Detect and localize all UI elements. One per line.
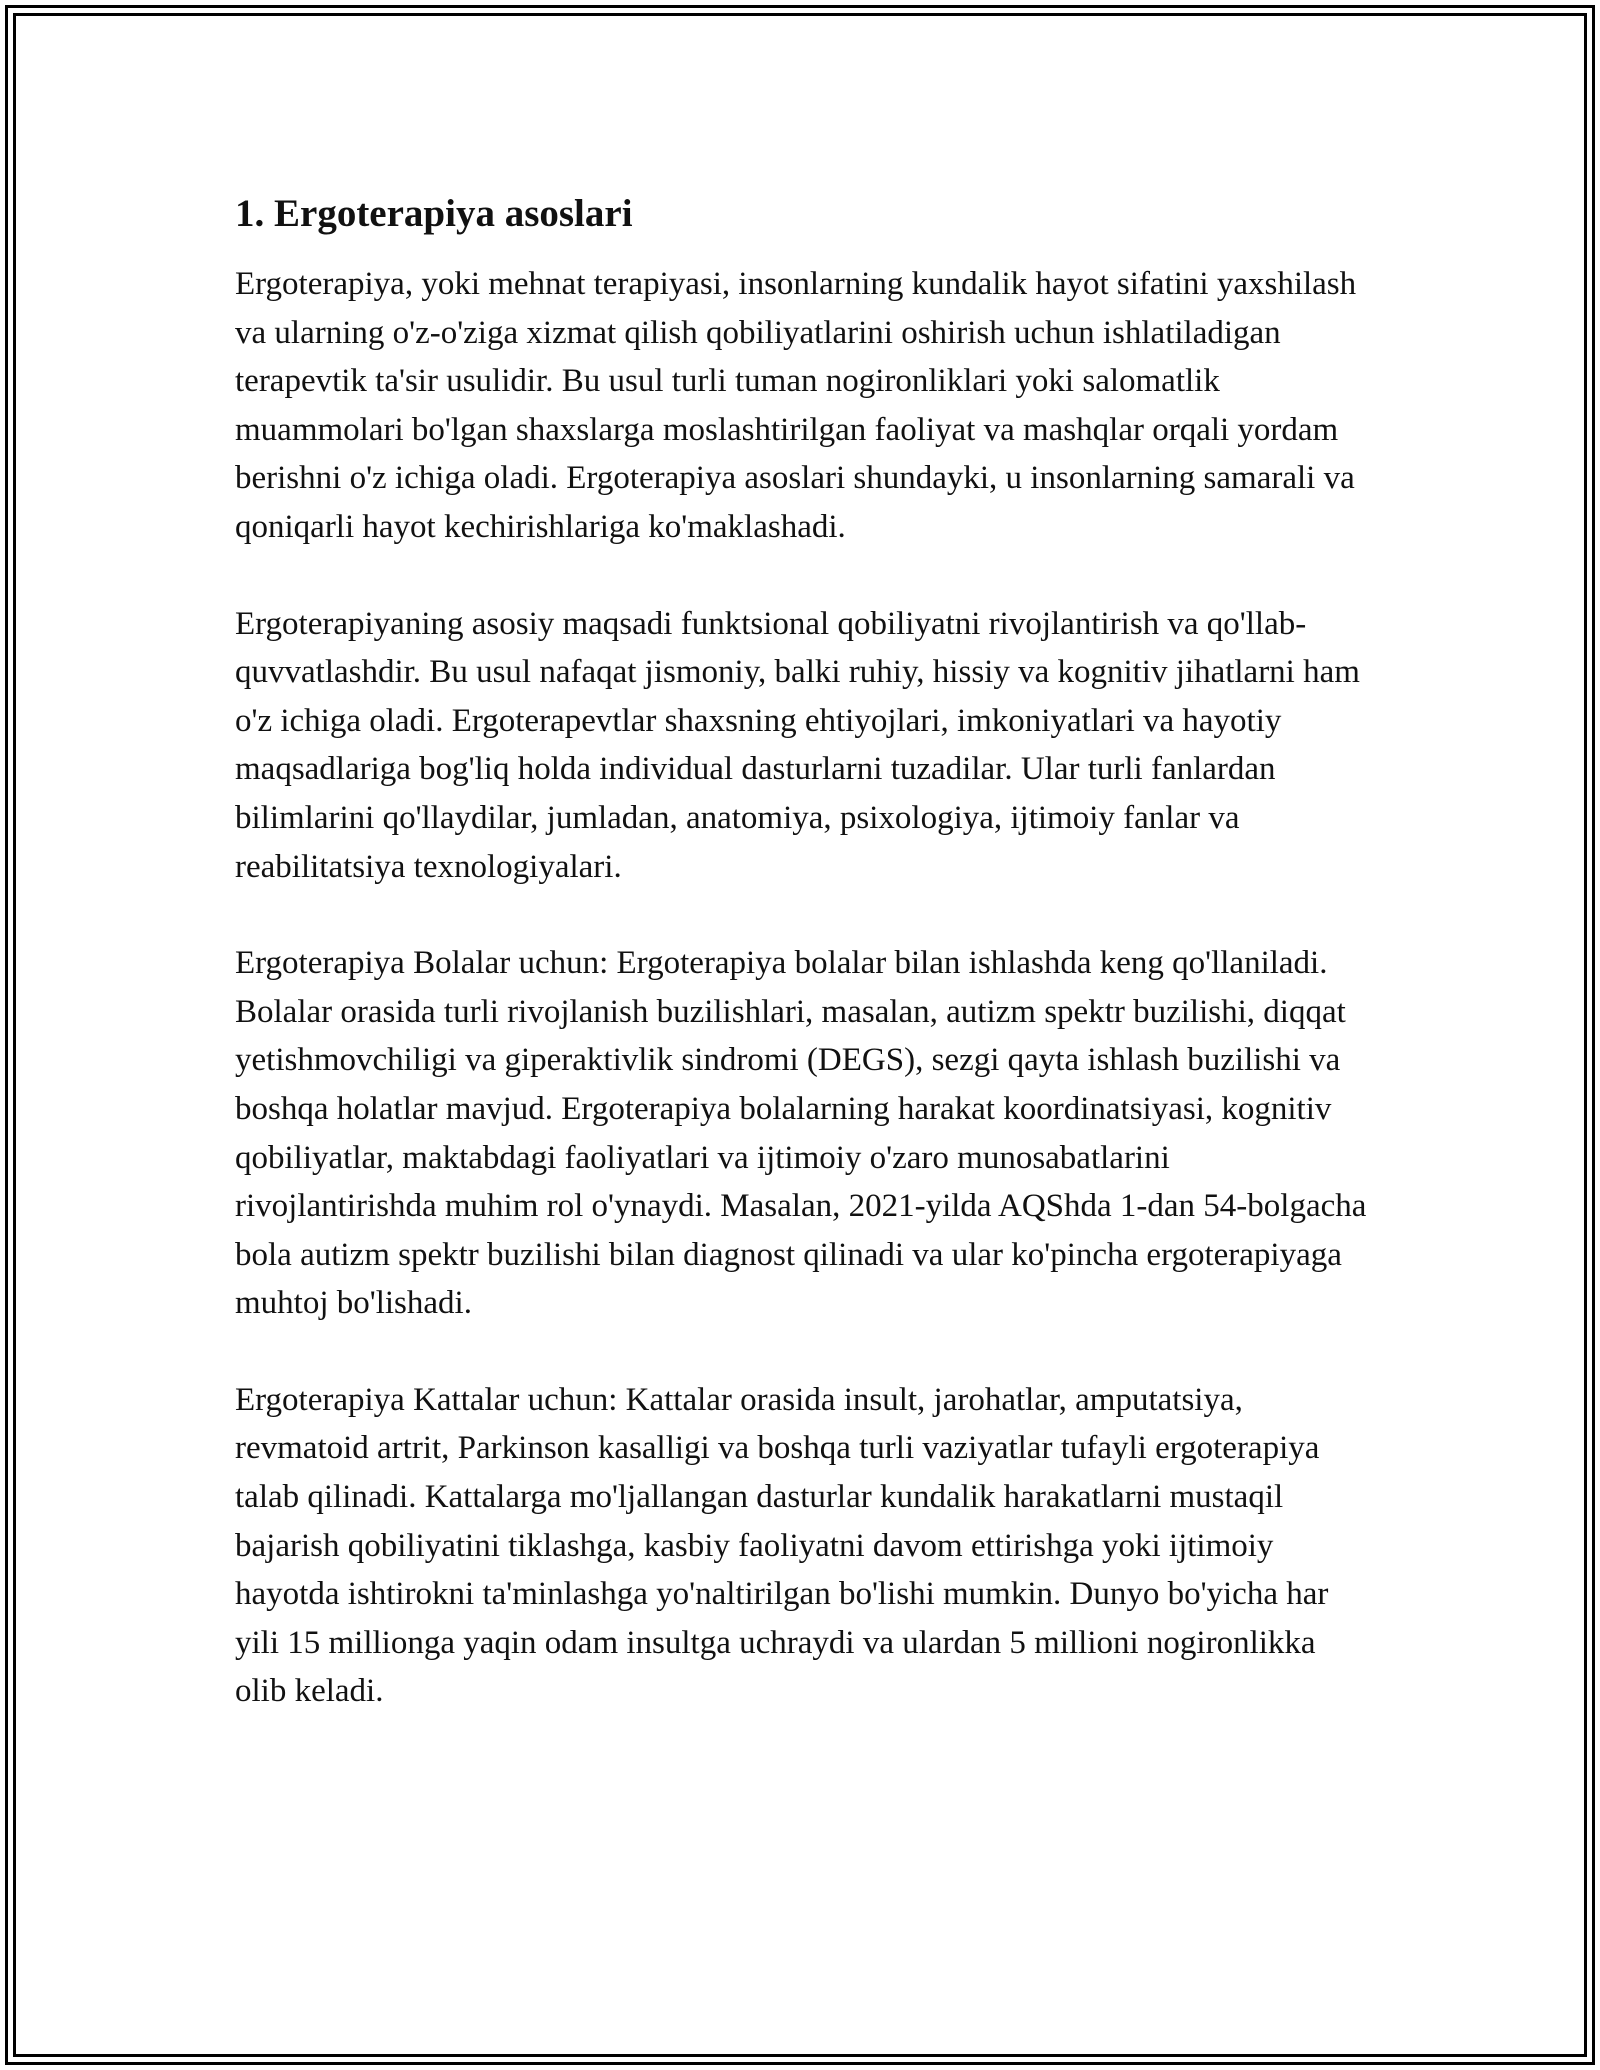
paragraph-adults: Ergoterapiya Kattalar uchun: Kattalar orasida insult, jarohatlar, amputatsiya, revmatoid artrit, Parkinson kasalligi va boshqa turli vaziyatlar tufayli ergoterapiya talab qilinadi. Kattalarga mo'ljallangan dasturlar kundalik harakatlarni mustaqil bajarish qobiliyatini tiklashga, kasbiy faoliyatni davom ettirishga yoki ijtimoiy hayotda ishtirokni ta'minlashga yo'naltirilgan bo'lishi mumkin. Dunyo bo'yicha har yili 15 millionga yaqin odam insultga uchraydi va ulardan 5 millioni nogironlikka olib keladi. (235, 1381, 1329, 1710)
section-heading: 1. Ergoterapiya asoslari (235, 192, 633, 235)
paragraph-goal: Ergoterapiyaning asosiy maqsadi funktsional qobiliyatni rivojlantirish va qo'llab-quvvatlashdir. Bu usul nafaqat jismoniy, balki ruhiy, hissiy va kognitiv jihatlarni ham o'z ichiga oladi. Ergoterapevtlar shaxsning ehtiyojlari, imkoniyatlari va hayotiy maqsadlariga bog'liq holda individual dasturlarni tuzadilar. Ular turli fanlardan bilimlarini qo'llaydilar, jumladan, anatomiya, psixologiya, ijtimoiy fanlar va reabilitatsiya texnologiyalari. (235, 605, 1360, 885)
document-body (235, 188, 1375, 1764)
paragraph-children: Ergoterapiya Bolalar uchun: Ergoterapiya bolalar bilan ishlashda keng qo'llaniladi. Bolalar orasida turli rivojlanish buzilishlari, masalan, autizm spektr buzilishi, diqqat yetishmovchiligi va giperaktivlik sindromi (DEGS), sezgi qayta ishlash buzilishi va boshqa holatlar mavjud. Ergoterapiya bolalarning harakat koordinatsiyasi, kognitiv qobiliyatlar, maktabdagi faoliyatlari va ijtimoiy o'zaro munosabatlarini rivojlantirishda muhim rol o'ynaydi. Masalan, 2021-yilda AQShda 1-dan 54-bolgacha bola autizm spektr buzilishi bilan diagnost qilinadi va ular ko'pincha ergoterapiyaga muhtoj bo'lishadi. (235, 945, 1367, 1322)
paragraph-intro: Ergoterapiya, yoki mehnat terapiyasi, insonlarning kundalik hayot sifatini yaxshilash va ularning o'z-o'ziga xizmat qilish qobiliyatlarini oshirish uchun ishlatiladigan terapevtik ta'sir usulidir. Bu usul turli tuman nogironliklari yoki salomatlik muammolari bo'lgan shaxslarga moslashtirilgan faoliyat va mashqlar orqali yordam berishni o'z ichiga oladi. Ergoterapiya asoslari shundayki, u insonlarning samarali va qoniqarli hayot kechirishlariga ko'maklashadi. (235, 266, 1357, 545)
